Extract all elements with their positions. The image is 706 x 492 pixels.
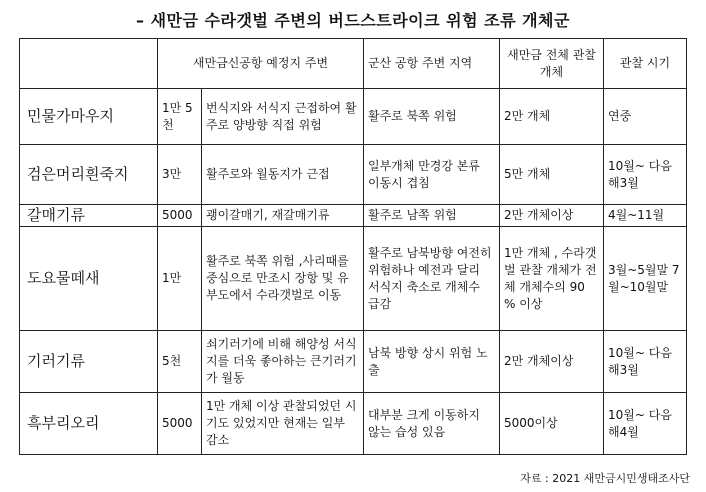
near-site-cell: 활주로와 월동지가 근접: [202, 145, 364, 205]
count-cell: 5000: [158, 205, 202, 227]
total-cell: 2만 개체이상: [500, 205, 604, 227]
period-cell: 10월~ 다음해4월: [604, 393, 687, 455]
gunsan-cell: 활주로 남쪽 위험: [364, 205, 500, 227]
period-cell: 10월~ 다음해3월: [604, 145, 687, 205]
gunsan-cell: 일부개체 만경강 본류 이동시 겹침: [364, 145, 500, 205]
near-site-cell: 쇠기러기에 비해 해양성 서식지를 더욱 좋아하는 큰기러기가 월동: [202, 331, 364, 393]
species-cell: 흑부리오리: [20, 393, 158, 455]
total-cell: 2만 개체이상: [500, 331, 604, 393]
table-row: [20, 393, 687, 455]
species-cell: 도요물떼새: [20, 227, 158, 331]
count-cell: 1만 5천: [158, 89, 202, 145]
species-cell: 민물가마우지: [20, 89, 158, 145]
table-row: [20, 227, 687, 331]
header-gunsan-airport: 군산 공항 주변 지역: [364, 39, 500, 89]
count-cell: 5000: [158, 393, 202, 455]
period-cell: 10월~ 다음해3월: [604, 331, 687, 393]
near-site-cell: 괭이갈매기, 재갈매기류: [202, 205, 364, 227]
period-cell: 4월~11월: [604, 205, 687, 227]
species-cell: 기러기류: [20, 331, 158, 393]
total-cell: 1만 개체 , 수라갯벌 관찰 개체가 전체 개체수의 90 % 이상: [500, 227, 604, 331]
gunsan-cell: 남북 방향 상시 위험 노출: [364, 331, 500, 393]
table-row: [20, 331, 687, 393]
near-site-cell: 번식지와 서식지 근접하여 활주로 양방향 직접 위험: [202, 89, 364, 145]
header-species: [20, 39, 158, 89]
total-cell: 5000이상: [500, 393, 604, 455]
species-cell: 갈매기류: [20, 205, 158, 227]
gunsan-cell: 활주로 북쪽 위험: [364, 89, 500, 145]
count-cell: 1만: [158, 227, 202, 331]
gunsan-cell: 활주로 남북방향 여전히 위험하나 예전과 달리 서식지 축소로 개체수 급감: [364, 227, 500, 331]
header-observation-period: 관찰 시기: [604, 39, 687, 89]
document-title: – 새만금 수라갯벌 주변의 버드스트라이크 위험 조류 개체군: [136, 11, 570, 30]
total-cell: 2만 개체: [500, 89, 604, 145]
table-row: [20, 205, 687, 227]
period-cell: 3월~5월말 7월~10월말: [604, 227, 687, 331]
near-site-cell: 활주로 북쪽 위험 ,사리때를 중심으로 만조시 장항 및 유부도에서 수라갯벌로 이동: [202, 227, 364, 331]
gunsan-cell: 대부분 크게 이동하지 않는 습성 있음: [364, 393, 500, 455]
species-cell: 검은머리흰죽지: [20, 145, 158, 205]
header-total-observed: 새만금 전체 관찰개체: [500, 39, 604, 89]
bird-strike-table: [19, 38, 687, 455]
near-site-cell: 1만 개체 이상 관찰되었던 시기도 있었지만 현재는 일부 감소: [202, 393, 364, 455]
source-caption: 자료 : 2021 새만금시민생태조사단: [520, 472, 690, 485]
table-row: [20, 145, 687, 205]
period-cell: 연중: [604, 89, 687, 145]
count-cell: 5천: [158, 331, 202, 393]
table-row: [20, 89, 687, 145]
total-cell: 5만 개체: [500, 145, 604, 205]
header-saemangeum-airport: 새만금신공항 예정지 주변: [158, 39, 364, 89]
count-cell: 3만: [158, 145, 202, 205]
